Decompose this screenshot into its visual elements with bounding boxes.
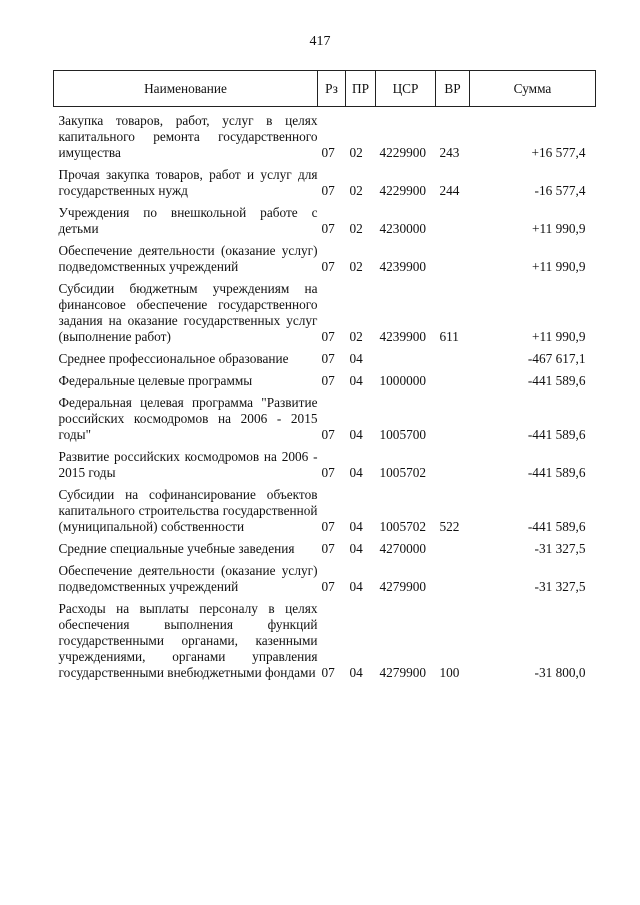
row-name: Федеральные целевые программы [58, 373, 253, 388]
row-name: Среднее профессиональное образование [58, 351, 289, 366]
row-rz: 07 [321, 329, 335, 344]
table-row [54, 557, 596, 595]
row-sum: -441 589,6 [527, 465, 586, 480]
row-sum: -441 589,6 [527, 373, 586, 388]
row-name: Расходы на выплаты персоналу в целях обеспечения выполнения функций государственными органами, казенными учреждениями, органами управления государственными внебюджетными фондами [58, 601, 318, 680]
header-pr: ПР [346, 71, 376, 107]
row-name: Учреждения по внешкольной работе с детьми [58, 205, 318, 236]
row-pr: 02 [349, 221, 363, 236]
row-pr: 04 [349, 665, 363, 680]
row-name: Федеральная целевая программа "Развитие российских космодромов на 2006 - 2015 годы" [58, 395, 318, 442]
table-row [54, 237, 596, 275]
row-pr: 04 [349, 427, 363, 442]
row-vr [436, 237, 470, 275]
table-row [54, 161, 596, 199]
row-sum: -441 589,6 [527, 519, 586, 534]
row-vr [436, 345, 470, 367]
row-vr [436, 443, 470, 481]
row-rz: 07 [321, 259, 335, 274]
row-sum: +11 990,9 [531, 259, 586, 274]
row-csr: 1005702 [379, 519, 427, 534]
row-vr [436, 535, 470, 557]
row-rz: 07 [321, 541, 335, 556]
row-sum: -31 327,5 [534, 541, 586, 556]
table-row [54, 367, 596, 389]
row-rz: 07 [321, 145, 335, 160]
row-csr: 4270000 [379, 541, 427, 556]
row-sum: -31 800,0 [534, 665, 586, 680]
table-row [54, 199, 596, 237]
row-pr: 02 [349, 145, 363, 160]
table-row [54, 389, 596, 443]
row-csr: 4229900 [379, 145, 427, 160]
row-pr: 04 [349, 373, 363, 388]
row-pr: 04 [349, 541, 363, 556]
row-pr: 02 [349, 329, 363, 344]
row-name: Средние специальные учебные заведения [58, 541, 295, 556]
table-row [54, 595, 596, 681]
row-vr [436, 389, 470, 443]
row-pr: 02 [349, 183, 363, 198]
row-name: Прочая закупка товаров, работ и услуг для государственных нужд [58, 167, 318, 198]
row-sum: -441 589,6 [527, 427, 586, 442]
row-rz: 07 [321, 373, 335, 388]
row-name: Субсидии бюджетным учреждениям на финансовое обеспечение государственного задания на оказание государственных услуг (выполнение работ) [58, 281, 318, 344]
row-name: Развитие российских космодромов на 2006 - 2015 годы [58, 449, 318, 480]
row-name: Обеспечение деятельности (оказание услуг) подведомственных учреждений [58, 243, 318, 274]
row-pr: 04 [349, 579, 363, 594]
row-rz: 07 [321, 519, 335, 534]
row-vr: 100 [439, 665, 460, 680]
row-rz: 07 [321, 665, 335, 680]
row-csr: 4279900 [379, 579, 427, 594]
page-number: 417 [309, 34, 331, 49]
row-pr: 04 [349, 519, 363, 534]
row-vr: 611 [439, 329, 459, 344]
row-rz: 07 [321, 221, 335, 236]
row-csr: 4229900 [379, 183, 427, 198]
row-sum: -31 327,5 [534, 579, 586, 594]
row-rz: 07 [321, 465, 335, 480]
row-csr: 1005702 [379, 465, 427, 480]
row-csr: 4279900 [379, 665, 427, 680]
row-pr: 02 [349, 259, 363, 274]
row-pr: 04 [349, 351, 363, 366]
row-csr: 4239900 [379, 329, 427, 344]
row-vr [436, 199, 470, 237]
row-csr: 1005700 [379, 427, 427, 442]
header-sum: Сумма [470, 71, 596, 107]
row-sum: +11 990,9 [531, 329, 586, 344]
row-vr: 244 [439, 183, 460, 198]
row-csr: 4230000 [379, 221, 427, 236]
row-sum: +11 990,9 [531, 221, 586, 236]
row-vr: 522 [439, 519, 460, 534]
row-pr: 04 [349, 465, 363, 480]
header-csr: ЦСР [376, 71, 436, 107]
table-header-row [54, 71, 596, 107]
header-name: Наименование [54, 71, 318, 107]
row-sum: -467 617,1 [527, 351, 586, 366]
row-sum: -16 577,4 [534, 183, 586, 198]
row-rz: 07 [321, 351, 335, 366]
row-name: Субсидии на софинансирование объектов капитального строительства государственной (муниципальной) собственности [58, 487, 318, 534]
table-row [54, 107, 596, 162]
row-name: Обеспечение деятельности (оказание услуг) подведомственных учреждений [58, 563, 318, 594]
row-vr [436, 557, 470, 595]
header-vr: ВР [436, 71, 470, 107]
row-name: Закупка товаров, работ, услуг в целях капитального ремонта государственного имущества [58, 113, 318, 160]
table-row [54, 443, 596, 481]
table-row [54, 481, 596, 535]
row-rz: 07 [321, 579, 335, 594]
row-csr: 4239900 [379, 259, 427, 274]
row-rz: 07 [321, 427, 335, 442]
table-row [54, 275, 596, 345]
row-sum: +16 577,4 [531, 145, 586, 160]
row-rz: 07 [321, 183, 335, 198]
header-rz: Рз [318, 71, 346, 107]
table-row [54, 535, 596, 557]
row-csr [376, 345, 436, 367]
row-vr: 243 [439, 145, 460, 160]
budget-table [53, 70, 596, 681]
table-row [54, 345, 596, 367]
row-vr [436, 367, 470, 389]
row-csr: 1000000 [379, 373, 427, 388]
